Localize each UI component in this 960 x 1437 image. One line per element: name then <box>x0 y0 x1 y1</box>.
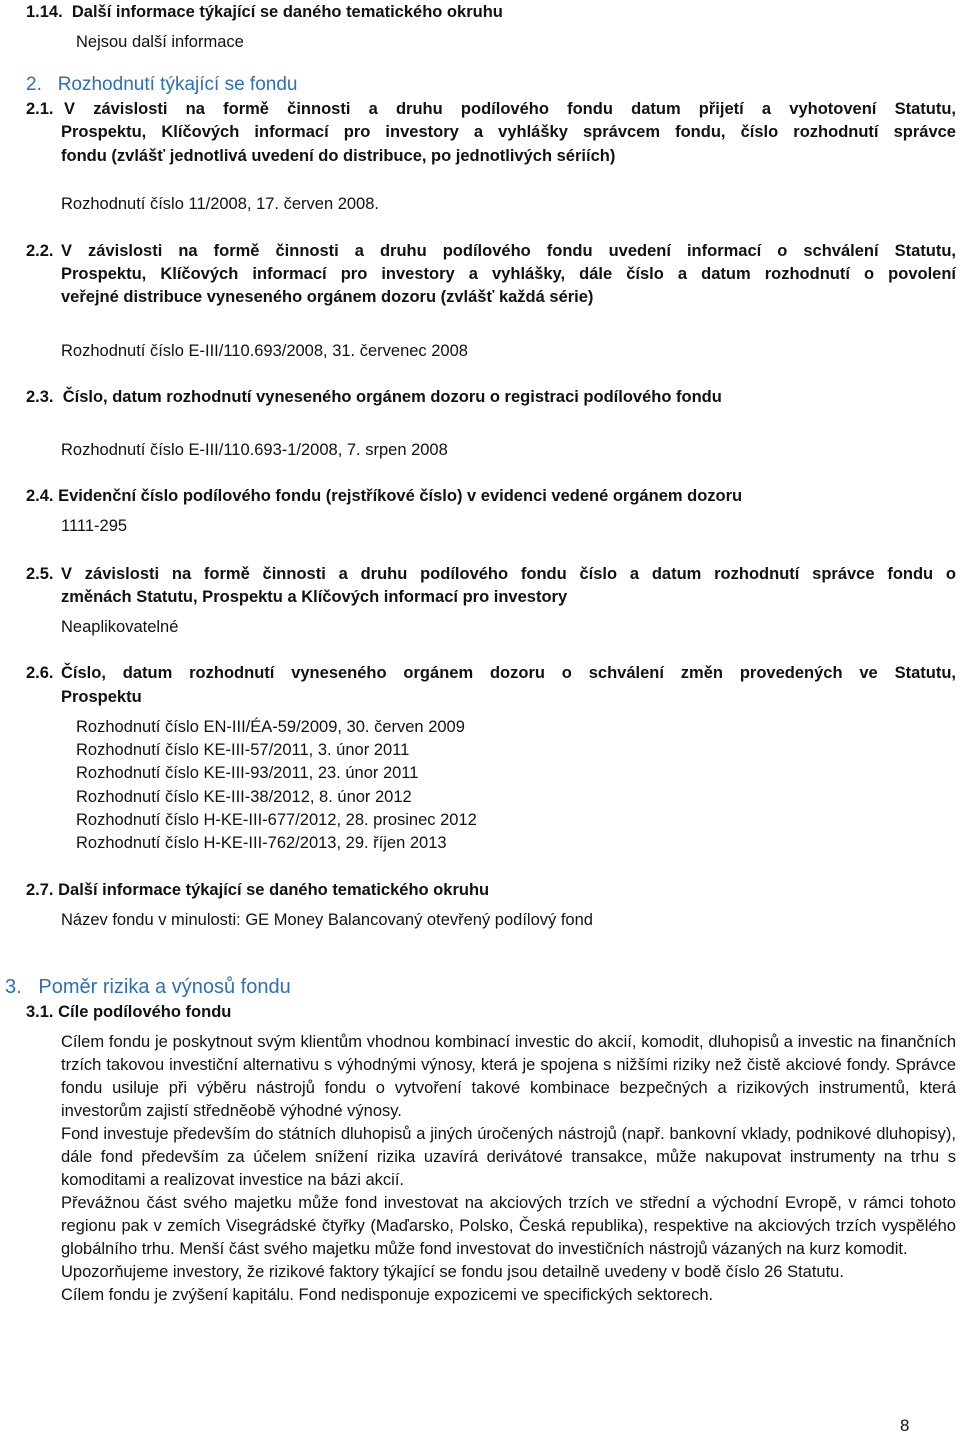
section-2-4-heading <box>26 485 742 508</box>
body-paragraph: Fond investuje především do státních dluhopisů a jiných úročených nástrojů (např. bankovní vklady, podnikové dluhopisy), dále fond především za účelem snížení rizika uzavírá derivátové transakce, může nakupovat instrumenty na trhu s komoditami a realizovat investice na bázi akcií. <box>61 1125 956 1189</box>
decision-list-item: Rozhodnutí číslo KE-III-38/2012, 8. únor 2012 <box>76 788 412 806</box>
section-2-5-line-1: V závislosti na formě činnosti a druhu podílového fondu číslo a datum rozhodnutí správce fondu o <box>61 565 956 583</box>
section-number: 2.7. <box>26 881 54 899</box>
section-2-1-line-2: Prospektu, Klíčových informací pro investory a vyhlášky správcem fondu, číslo rozhodnutí správce <box>61 123 956 141</box>
section-2-2-value: Rozhodnutí číslo E-III/110.693/2008, 31. červenec 2008 <box>61 342 468 360</box>
body-paragraph: Upozorňujeme investory, že rizikové faktory týkající se fondu jsou detailně uvedeny v bodě číslo 26 Statutu. <box>61 1263 844 1281</box>
decision-list-item: Rozhodnutí číslo EN-III/ÉA-59/2009, 30. červen 2009 <box>76 718 465 736</box>
section-2-4-value: 1111-295 <box>61 517 128 535</box>
chapter-title: Poměr rizika a výnosů fondu <box>38 976 291 998</box>
decision-list-item: Rozhodnutí číslo KE-III-57/2011, 3. únor 2011 <box>76 741 410 759</box>
chapter-3-heading <box>5 976 291 999</box>
decision-list-item: Rozhodnutí číslo KE-III-93/2011, 23. únor 2011 <box>76 764 419 782</box>
section-2-5-line-2: změnách Statutu, Prospektu a Klíčových informací pro investory <box>61 588 568 606</box>
section-number-2-6: 2.6. <box>26 664 54 682</box>
section-number-2-2: 2.2. <box>26 242 54 260</box>
section-number-2-1: 2.1. <box>26 100 54 118</box>
section-number: 2.4. <box>26 487 54 505</box>
body-paragraph: Cílem fondu je poskytnout svým klientům vhodnou kombinací investic do akcií, komodit, dluhopisů a investic na finančních trzích takovou investiční alternativu s výhodnými výnosy, která je spojena s nižšími riziky než čistě akciové fondy. Správce fondu usiluje při výběru nástrojů fondu o vytvoření takové kombinace bezpečných a rizikových instrumentů, která investorům zajistí středněobě výhodné výnosy. <box>61 1033 956 1120</box>
chapter-title: Rozhodnutí týkající se fondu <box>57 74 298 95</box>
decision-list-item: Rozhodnutí číslo H-KE-III-762/2013, 29. říjen 2013 <box>76 834 447 852</box>
section-2-5-value: Neaplikovatelné <box>61 618 179 636</box>
section-1-14-heading <box>26 1 503 24</box>
section-2-7-value: Název fondu v minulosti: GE Money Balancovaný otevřený podílový fond <box>61 911 593 929</box>
body-paragraph: Cílem fondu je zvýšení kapitálu. Fond nedisponuje expozicemi ve specifických sektorech. <box>61 1286 714 1304</box>
section-2-3-heading <box>26 386 722 409</box>
section-2-1-line-1: V závislosti na formě činnosti a druhu podílového fondu datum přijetí a vyhotovení Statutu, <box>64 100 956 118</box>
section-2-1-value: Rozhodnutí číslo 11/2008, 17. červen 2008. <box>61 195 379 213</box>
section-3-1-heading <box>26 1001 231 1024</box>
section-title: Evidenční číslo podílového fondu (rejstříkové číslo) v evidenci vedené orgánem dozoru <box>58 487 743 505</box>
section-title: Další informace týkající se daného tematického okruhu <box>58 881 490 899</box>
section-title: Číslo, datum rozhodnutí vyneseného orgánem dozoru o registraci podílového fondu <box>62 388 722 406</box>
section-2-7-heading <box>26 879 489 902</box>
section-1-14-value: Nejsou další informace <box>76 33 244 51</box>
section-number: 3.1. <box>26 1003 54 1021</box>
section-3-1-body <box>61 1031 956 1307</box>
section-2-1-line-3: fondu (zvlášť jednotlivá uvedení do distribuce, po jednotlivých sériích) <box>61 147 616 165</box>
section-title: Cíle podílového fondu <box>58 1003 232 1021</box>
chapter-number: 2. <box>26 74 42 95</box>
section-2-2-line-2: Prospektu, Klíčových informací pro investory a vyhlášky, dále číslo a datum rozhodnutí o povolení <box>61 265 956 283</box>
section-2-3-value: Rozhodnutí číslo E-III/110.693-1/2008, 7. srpen 2008 <box>61 441 448 459</box>
section-2-2-line-3: veřejné distribuce vyneseného orgánem dozoru (zvlášť každá série) <box>61 288 594 306</box>
body-paragraph: Převážnou část svého majetku může fond investovat na akciových trzích ve střední a východní Evropě, v rámci tohoto regionu pak v zemích Visegrádské čtyřky (Maďarsko, Polsko, Česká republika), respektive na akciových trzích vyspělého globálního trhu. Menší část svého majetku může fond investovat do investičních nástrojů vázaných na kurz komodit. <box>61 1194 956 1258</box>
section-title: Další informace týkající se daného tematického okruhu <box>71 3 503 21</box>
section-number: 2.3. <box>26 388 54 406</box>
section-2-6-line-2: Prospektu <box>61 688 142 706</box>
chapter-2-heading <box>26 73 297 96</box>
chapter-number: 3. <box>5 976 22 998</box>
section-number-2-5: 2.5. <box>26 565 54 583</box>
section-2-6-line-1: Číslo, datum rozhodnutí vyneseného orgánem dozoru o schválení změn provedených ve Statutu, <box>61 664 956 682</box>
section-2-2-line-1: V závislosti na formě činnosti a druhu podílového fondu uvedení informací o schválení Statutu, <box>61 242 956 260</box>
section-number: 1.14. <box>26 3 63 21</box>
page-number: 8 <box>900 1416 910 1435</box>
decision-list-item: Rozhodnutí číslo H-KE-III-677/2012, 28. prosinec 2012 <box>76 811 477 829</box>
